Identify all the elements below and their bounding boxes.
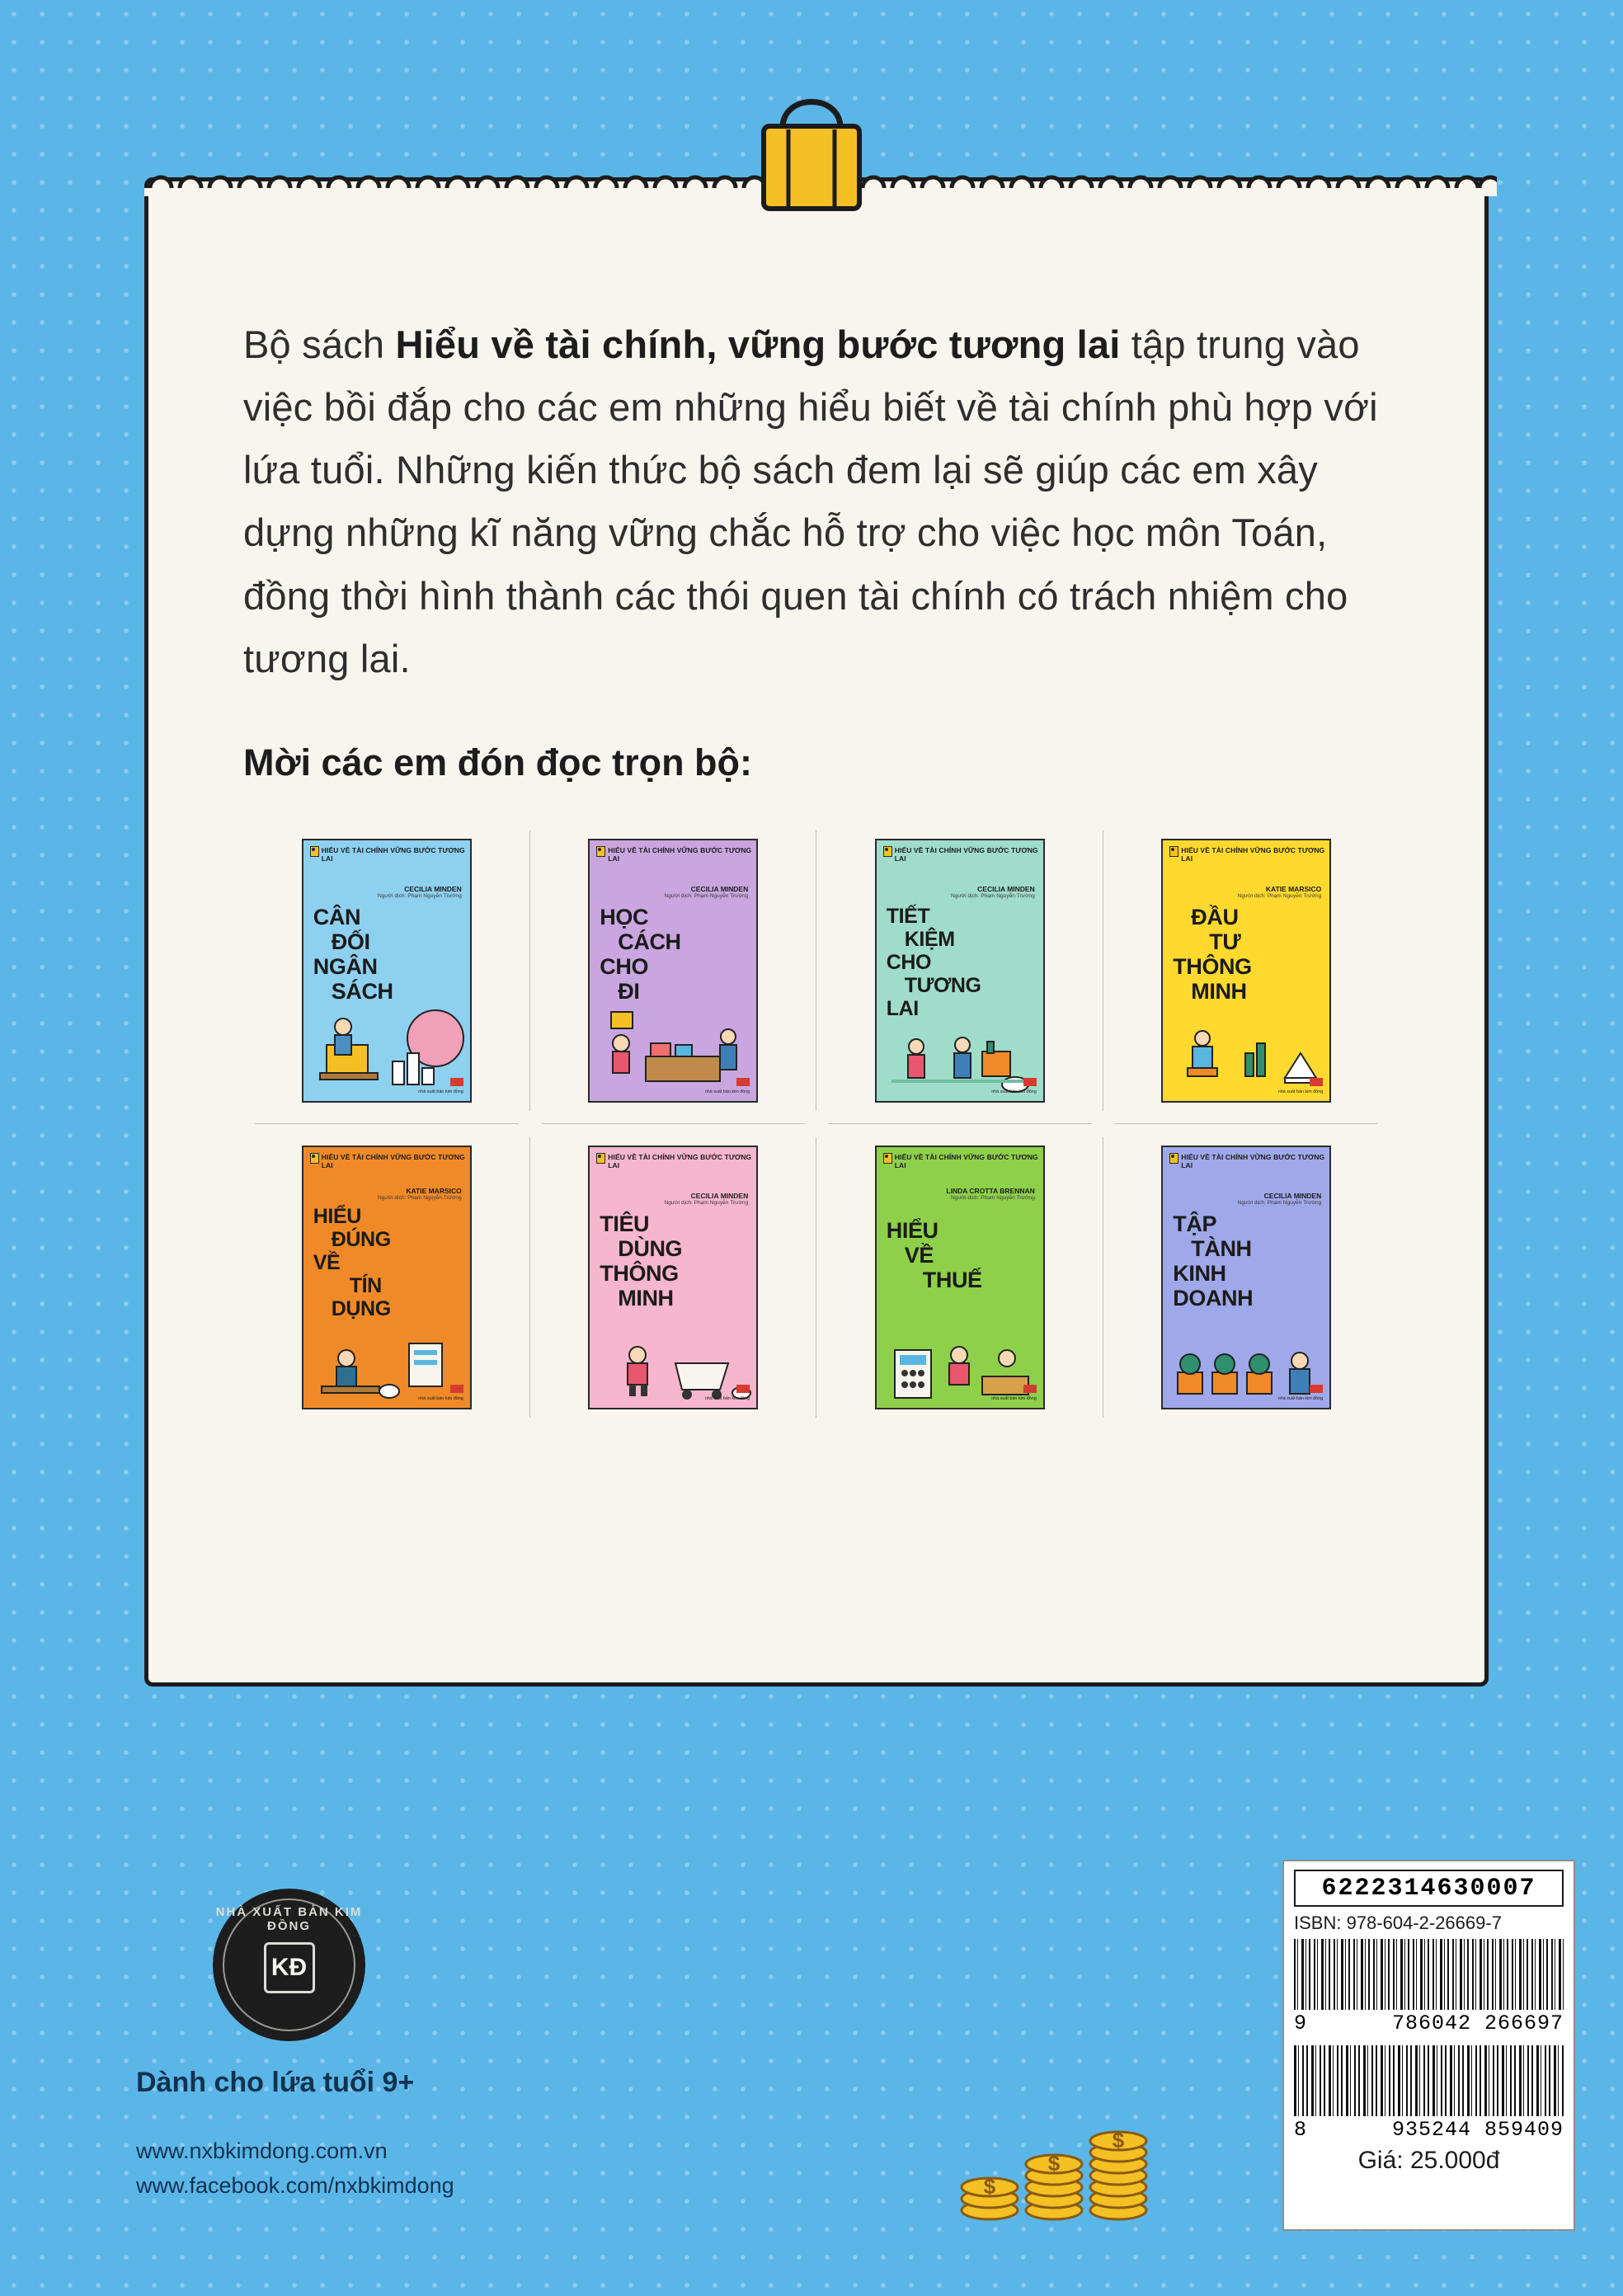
book-cell[interactable] [530, 817, 817, 1124]
book-author: CECILIA MINDEN Người dịch: Phạm Nguyễn Trường [664, 1191, 749, 1207]
isbn-label: ISBN: 978-604-2-26669-7 [1294, 1913, 1502, 1933]
series-badge [596, 1153, 756, 1169]
barcode-top-number: 6222314630007 [1294, 1870, 1564, 1907]
book-author: CECILIA MINDEN Người dịch: Phạm Nguyễn Trường [377, 884, 462, 900]
book-cover-hieu-ve-thue[interactable] [875, 1146, 1045, 1409]
book-cell[interactable] [1103, 1124, 1390, 1431]
barcode-digits-secondary: 8 935244 859409 [1294, 2118, 1564, 2142]
intro-before: Bộ sách [243, 322, 396, 366]
flag-icon [883, 1153, 892, 1164]
publisher-mark: nhà xuất bản kim đồng [418, 1385, 463, 1402]
series-badge [1169, 1153, 1329, 1169]
publisher-mark: nhà xuất bản kim đồng [1278, 1078, 1324, 1095]
logo-glyph: KĐ [264, 1942, 315, 1993]
book-cover-dau-tu-thong-minh[interactable] [1161, 839, 1331, 1103]
series-label: HIỂU VỀ TÀI CHÍNH VỮNG BƯỚC TƯƠNG LAI [321, 845, 465, 863]
publisher-logo [213, 1889, 365, 2041]
svg-text:$: $ [1112, 2128, 1125, 2152]
book-cell[interactable] [1103, 817, 1390, 1124]
intro-paragraph [243, 313, 1390, 690]
book-author: CECILIA MINDEN Người dịch: Phạm Nguyễn Trường [1237, 1191, 1322, 1207]
flag-icon [310, 846, 319, 857]
flag-icon [883, 846, 892, 857]
series-label: HIỂU VỀ TÀI CHÍNH VỮNG BƯỚC TƯƠNG LAI [321, 1152, 465, 1169]
book-cover-can-doi-ngan-sach[interactable] [302, 839, 472, 1103]
book-title: HIỂU VỀ THUẾ [886, 1217, 982, 1293]
publisher-links [136, 2134, 454, 2204]
book-title: CÂN ĐỐI NGÂN SÁCH [313, 904, 393, 1004]
book-author: KATIE MARSICO Người dịch: Phạm Nguyễn Trường [377, 1186, 462, 1202]
book-cover-tieu-dung-thong-minh[interactable] [588, 1146, 758, 1409]
publisher-mark: nhà xuất bản kim đồng [1278, 1385, 1324, 1402]
age-label: Dành cho lứa tuổi 9+ [136, 2067, 415, 2098]
book-title: ĐẦU TƯ THÔNG MINH [1173, 904, 1252, 1004]
flag-icon [1169, 846, 1178, 857]
book-cover-hieu-dung-ve-tin-dung[interactable] [302, 1146, 472, 1409]
book-cell[interactable] [816, 1124, 1103, 1431]
price-label: Giá: 25.000đ [1357, 2147, 1500, 2174]
book-title: TIẾT KIỆM CHO TƯƠNG LAI [886, 904, 981, 1020]
series-badge [310, 1153, 470, 1169]
flag-icon [596, 846, 605, 857]
series-badge [883, 846, 1043, 863]
series-label: HIỂU VỀ TÀI CHÍNH VỮNG BƯỚC TƯƠNG LAI [894, 1152, 1038, 1169]
series-label: HIỂU VỀ TÀI CHÍNH VỮNG BƯỚC TƯƠNG LAI [894, 845, 1038, 863]
book-series-grid [243, 817, 1390, 1431]
book-title: TIÊU DÙNG THÔNG MINH [600, 1211, 683, 1311]
publisher-mark: nhà xuất bản kim đồng [705, 1078, 750, 1095]
book-author: CECILIA MINDEN Người dịch: Phạm Nguyễn Trường [950, 884, 1035, 900]
book-cell[interactable] [243, 1124, 530, 1431]
flag-icon [596, 1153, 605, 1164]
binder-clip [737, 78, 886, 219]
back-cover-panel [144, 177, 1489, 1687]
series-label: HIỂU VỀ TÀI CHÍNH VỮNG BƯỚC TƯƠNG LAI [608, 845, 752, 863]
facebook-link[interactable]: www.facebook.com/nxbkimdong [136, 2172, 454, 2198]
barcode-bars-secondary [1294, 2045, 1564, 2116]
series-badge [883, 1153, 1043, 1169]
book-cell[interactable] [243, 817, 530, 1124]
svg-text:$: $ [983, 2174, 996, 2199]
invite-label: Mời các em đón đọc trọn bộ: [243, 741, 753, 783]
book-author: CECILIA MINDEN Người dịch: Phạm Nguyễn Trường [664, 884, 749, 900]
publisher-mark: nhà xuất bản kim đồng [418, 1078, 463, 1095]
svg-text:$: $ [1047, 2151, 1061, 2176]
series-badge [310, 846, 470, 863]
publisher-mark: nhà xuất bản kim đồng [991, 1078, 1037, 1095]
book-cell[interactable] [530, 1124, 817, 1431]
book-cell[interactable] [816, 817, 1103, 1124]
coins-illustration [947, 2087, 1161, 2227]
book-author: KATIE MARSICO Người dịch: Phạm Nguyễn Trường [1237, 884, 1322, 900]
book-cover-tap-tanh-kinh-doanh[interactable] [1161, 1146, 1331, 1409]
book-title: HỌC CÁCH CHO ĐI [600, 904, 681, 1004]
book-author: LINDA CROTTA BRENNAN Người dịch: Phạm Nguyễn Trường [946, 1186, 1035, 1202]
logo-text: NHÀ XUẤT BẢN KIM ĐỒNG [215, 1905, 363, 1933]
intro-after: tập trung vào việc bồi đắp cho các em những hiểu biết về tài chính phù hợp với lứa tuổi. Những kiến thức bộ sách đem lại sẽ giúp các em xây dựng những kĩ năng vững chắc hỗ trợ cho việc học môn Toán, đồng thời hình thành các thói quen tài chính có trách nhiệm cho tương lai. [243, 322, 1378, 680]
flag-icon [310, 1153, 319, 1164]
barcode-digits-primary: 9 786042 266697 [1294, 2011, 1564, 2035]
book-cover-tiet-kiem-cho-tuong-lai[interactable] [875, 839, 1045, 1103]
series-badge [1169, 846, 1329, 863]
series-label: HIỂU VỀ TÀI CHÍNH VỮNG BƯỚC TƯƠNG LAI [1181, 845, 1325, 863]
publisher-mark: nhà xuất bản kim đồng [991, 1385, 1037, 1402]
series-title-bold: Hiểu về tài chính, vững bước tương lai [395, 322, 1121, 366]
series-badge [596, 846, 756, 863]
flag-icon [1169, 1153, 1178, 1164]
series-label: HIỂU VỀ TÀI CHÍNH VỮNG BƯỚC TƯƠNG LAI [608, 1152, 752, 1169]
book-cover-hoc-cach-cho-di[interactable] [588, 839, 758, 1103]
barcode-bars-primary [1294, 1939, 1564, 2010]
book-title: HIỂU ĐÚNG VỀ TÍN DỤNG [313, 1204, 391, 1320]
website-link[interactable]: www.nxbkimdong.com.vn [136, 2138, 388, 2163]
publisher-mark: nhà xuất bản kim đồng [705, 1385, 750, 1402]
series-label: HIỂU VỀ TÀI CHÍNH VỮNG BƯỚC TƯƠNG LAI [1181, 1152, 1325, 1169]
book-title: TẬP TÀNH KINH DOANH [1173, 1211, 1254, 1311]
barcode-block [1282, 1860, 1575, 2231]
